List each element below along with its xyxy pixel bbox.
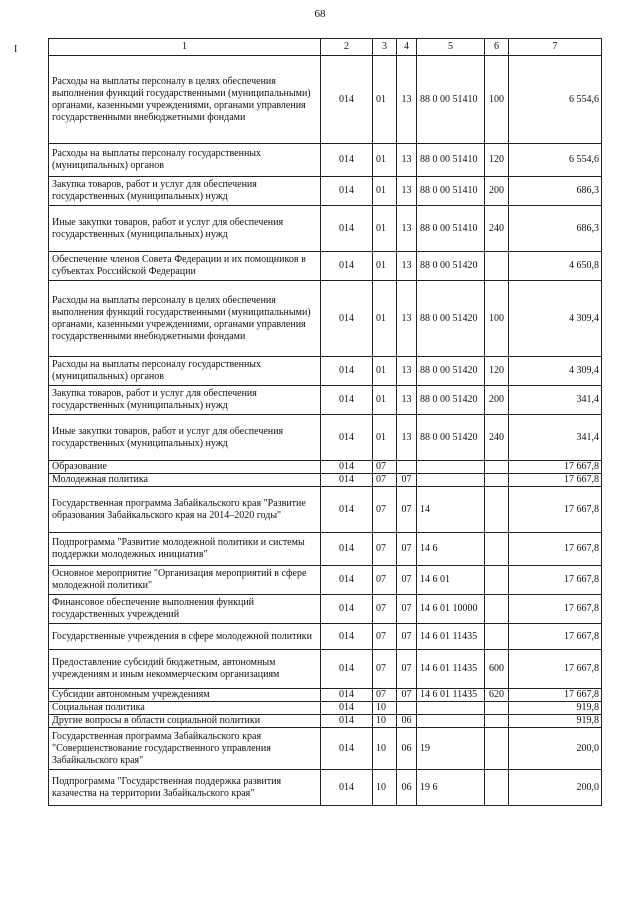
margin-mark: I [14, 44, 18, 55]
row-description: Закупка товаров, работ и услуг для обеспечения государственных (муниципальных) нужд [49, 177, 321, 206]
row-description: Закупка товаров, работ и услуг для обеспечения государственных (муниципальных) нужд [49, 386, 321, 415]
row-description: Обеспечение членов Совета Федерации и их помощников в субъектах Российской Федерации [49, 252, 321, 281]
row-target-code: 88 0 00 51420 [417, 357, 485, 386]
page-number: 68 [314, 8, 326, 20]
row-section: 07 [373, 566, 397, 595]
row-target-code: 14 [417, 487, 485, 533]
row-ministry-code: 014 [321, 650, 373, 689]
row-target-code [417, 715, 485, 728]
row-expense-type: 200 [485, 177, 509, 206]
column-header: 1 [49, 39, 321, 56]
row-expense-type: 120 [485, 357, 509, 386]
row-description: Предоставление субсидий бюджетным, автономным учреждениям и иным некоммерческим организациям [49, 650, 321, 689]
column-header: 7 [509, 39, 602, 56]
row-amount: 17 667,8 [509, 461, 602, 474]
row-ministry-code: 014 [321, 252, 373, 281]
row-target-code: 14 6 01 11435 [417, 689, 485, 702]
row-target-code: 88 0 00 51410 [417, 206, 485, 252]
row-ministry-code: 014 [321, 624, 373, 650]
row-description: Подпрограмма "Государственная поддержка развития казачества на территории Забайкальского края" [49, 770, 321, 806]
row-subsection: 13 [397, 386, 417, 415]
row-expense-type: 240 [485, 206, 509, 252]
table-row [49, 252, 602, 281]
row-section: 07 [373, 474, 397, 487]
row-amount: 6 554,6 [509, 144, 602, 177]
row-section: 01 [373, 357, 397, 386]
row-subsection: 07 [397, 650, 417, 689]
row-expense-type: 200 [485, 386, 509, 415]
row-expense-type [485, 702, 509, 715]
row-ministry-code: 014 [321, 461, 373, 474]
row-amount: 341,4 [509, 386, 602, 415]
row-description: Расходы на выплаты персоналу государственных (муниципальных) органов [49, 144, 321, 177]
table-row [49, 415, 602, 461]
row-description: Молодежная политика [49, 474, 321, 487]
row-description: Субсидии автономным учреждениям [49, 689, 321, 702]
row-ministry-code: 014 [321, 281, 373, 357]
row-amount: 686,3 [509, 206, 602, 252]
row-amount: 919,8 [509, 715, 602, 728]
row-description: Расходы на выплаты персоналу государственных (муниципальных) органов [49, 357, 321, 386]
row-description: Расходы на выплаты персоналу в целях обеспечения выполнения функций государственными (муниципальными) органами, казенными учреждениями, органами управления государственными внебюджетными фондами [49, 281, 321, 357]
row-target-code: 88 0 00 51420 [417, 415, 485, 461]
row-description: Расходы на выплаты персоналу в целях обеспечения выполнения функций государственными (муниципальными) органами, казенными учреждениями, органами управления государственными внебюджетными фондами [49, 56, 321, 144]
table-row [49, 56, 602, 144]
row-description: Государственная программа Забайкальского края "Развитие образования Забайкальского края на 2014–2020 годы" [49, 487, 321, 533]
row-expense-type [485, 715, 509, 728]
row-amount: 17 667,8 [509, 624, 602, 650]
row-target-code [417, 461, 485, 474]
row-ministry-code: 014 [321, 728, 373, 770]
table-row [49, 728, 602, 770]
table-row [49, 144, 602, 177]
row-target-code [417, 702, 485, 715]
row-expense-type: 620 [485, 689, 509, 702]
row-ministry-code: 014 [321, 386, 373, 415]
row-amount: 200,0 [509, 728, 602, 770]
row-section: 01 [373, 144, 397, 177]
column-header: 2 [321, 39, 373, 56]
row-ministry-code: 014 [321, 702, 373, 715]
row-expense-type [485, 624, 509, 650]
row-ministry-code: 014 [321, 689, 373, 702]
row-subsection: 07 [397, 595, 417, 624]
row-section: 01 [373, 56, 397, 144]
row-amount: 17 667,8 [509, 487, 602, 533]
table-row [49, 650, 602, 689]
row-ministry-code: 014 [321, 715, 373, 728]
table-row [49, 386, 602, 415]
row-expense-type [485, 474, 509, 487]
row-subsection: 07 [397, 533, 417, 566]
row-ministry-code: 014 [321, 487, 373, 533]
row-ministry-code: 014 [321, 177, 373, 206]
row-ministry-code: 014 [321, 770, 373, 806]
row-subsection: 13 [397, 144, 417, 177]
row-amount: 686,3 [509, 177, 602, 206]
row-subsection: 13 [397, 252, 417, 281]
row-ministry-code: 014 [321, 144, 373, 177]
row-section: 07 [373, 461, 397, 474]
table-row [49, 689, 602, 702]
row-target-code: 88 0 00 51410 [417, 177, 485, 206]
row-section: 07 [373, 487, 397, 533]
column-header: 6 [485, 39, 509, 56]
row-expense-type [485, 728, 509, 770]
row-expense-type [485, 487, 509, 533]
row-ministry-code: 014 [321, 566, 373, 595]
column-header: 5 [417, 39, 485, 56]
row-subsection: 13 [397, 56, 417, 144]
row-section: 01 [373, 281, 397, 357]
row-target-code: 14 6 [417, 533, 485, 566]
row-description: Подпрограмма "Развитие молодежной политики и системы поддержки молодежных инициатив" [49, 533, 321, 566]
row-section: 07 [373, 689, 397, 702]
row-section: 10 [373, 715, 397, 728]
column-header: 4 [397, 39, 417, 56]
row-amount: 17 667,8 [509, 474, 602, 487]
row-expense-type [485, 595, 509, 624]
row-ministry-code: 014 [321, 56, 373, 144]
row-target-code: 14 6 01 11435 [417, 624, 485, 650]
row-section: 01 [373, 206, 397, 252]
row-target-code: 88 0 00 51410 [417, 144, 485, 177]
row-target-code: 19 6 [417, 770, 485, 806]
row-description: Образование [49, 461, 321, 474]
table-row [49, 461, 602, 474]
row-target-code: 88 0 00 51420 [417, 386, 485, 415]
row-expense-type: 240 [485, 415, 509, 461]
row-amount: 4 650,8 [509, 252, 602, 281]
table-row [49, 595, 602, 624]
row-subsection [397, 461, 417, 474]
table-row [49, 624, 602, 650]
row-amount: 17 667,8 [509, 533, 602, 566]
row-target-code: 88 0 00 51410 [417, 56, 485, 144]
row-subsection: 07 [397, 474, 417, 487]
row-target-code: 88 0 00 51420 [417, 281, 485, 357]
row-amount: 17 667,8 [509, 650, 602, 689]
table-row [49, 770, 602, 806]
table-row [49, 715, 602, 728]
row-target-code [417, 474, 485, 487]
row-section: 07 [373, 650, 397, 689]
row-ministry-code: 014 [321, 206, 373, 252]
row-subsection: 07 [397, 689, 417, 702]
table-row [49, 357, 602, 386]
row-subsection: 07 [397, 487, 417, 533]
row-expense-type: 100 [485, 56, 509, 144]
row-section: 01 [373, 252, 397, 281]
row-description: Государственная программа Забайкальского края "Совершенствование государственного управления Забайкальского края" [49, 728, 321, 770]
row-amount: 919,8 [509, 702, 602, 715]
row-section: 07 [373, 624, 397, 650]
row-section: 10 [373, 702, 397, 715]
row-amount: 17 667,8 [509, 595, 602, 624]
row-description: Государственные учреждения в сфере молодежной политики [49, 624, 321, 650]
row-subsection: 06 [397, 715, 417, 728]
row-subsection: 13 [397, 415, 417, 461]
row-amount: 6 554,6 [509, 56, 602, 144]
row-expense-type [485, 461, 509, 474]
row-description: Другие вопросы в области социальной политики [49, 715, 321, 728]
row-subsection [397, 702, 417, 715]
row-ministry-code: 014 [321, 357, 373, 386]
row-expense-type: 100 [485, 281, 509, 357]
table-row [49, 566, 602, 595]
row-target-code: 14 6 01 11435 [417, 650, 485, 689]
row-expense-type: 600 [485, 650, 509, 689]
header-row [49, 39, 602, 56]
row-target-code: 14 6 01 10000 [417, 595, 485, 624]
row-subsection: 13 [397, 281, 417, 357]
row-amount: 200,0 [509, 770, 602, 806]
row-expense-type: 120 [485, 144, 509, 177]
row-target-code: 88 0 00 51420 [417, 252, 485, 281]
row-section: 10 [373, 728, 397, 770]
row-section: 01 [373, 177, 397, 206]
row-amount: 4 309,4 [509, 281, 602, 357]
row-subsection: 06 [397, 770, 417, 806]
table-row [49, 487, 602, 533]
row-amount: 4 309,4 [509, 357, 602, 386]
row-description: Иные закупки товаров, работ и услуг для обеспечения государственных (муниципальных) нужд [49, 206, 321, 252]
row-amount: 17 667,8 [509, 689, 602, 702]
row-subsection: 13 [397, 206, 417, 252]
table-row [49, 702, 602, 715]
budget-table [48, 38, 602, 806]
row-target-code: 19 [417, 728, 485, 770]
row-section: 07 [373, 533, 397, 566]
row-description: Иные закупки товаров, работ и услуг для обеспечения государственных (муниципальных) нужд [49, 415, 321, 461]
row-expense-type [485, 770, 509, 806]
row-target-code: 14 6 01 [417, 566, 485, 595]
row-description: Финансовое обеспечение выполнения функций государственных учреждений [49, 595, 321, 624]
table-row [49, 177, 602, 206]
row-subsection: 07 [397, 624, 417, 650]
row-amount: 341,4 [509, 415, 602, 461]
row-amount: 17 667,8 [509, 566, 602, 595]
table-row [49, 206, 602, 252]
table-row [49, 281, 602, 357]
row-section: 01 [373, 386, 397, 415]
row-description: Социальная политика [49, 702, 321, 715]
row-section: 01 [373, 415, 397, 461]
row-subsection: 13 [397, 357, 417, 386]
row-ministry-code: 014 [321, 474, 373, 487]
row-expense-type [485, 566, 509, 595]
row-subsection: 06 [397, 728, 417, 770]
column-header: 3 [373, 39, 397, 56]
row-ministry-code: 014 [321, 415, 373, 461]
row-subsection: 13 [397, 177, 417, 206]
row-ministry-code: 014 [321, 595, 373, 624]
row-ministry-code: 014 [321, 533, 373, 566]
row-description: Основное мероприятие "Организация мероприятий в сфере молодежной политики" [49, 566, 321, 595]
row-section: 07 [373, 595, 397, 624]
table-row [49, 533, 602, 566]
row-subsection: 07 [397, 566, 417, 595]
row-expense-type [485, 533, 509, 566]
row-section: 10 [373, 770, 397, 806]
row-expense-type [485, 252, 509, 281]
table-row [49, 474, 602, 487]
